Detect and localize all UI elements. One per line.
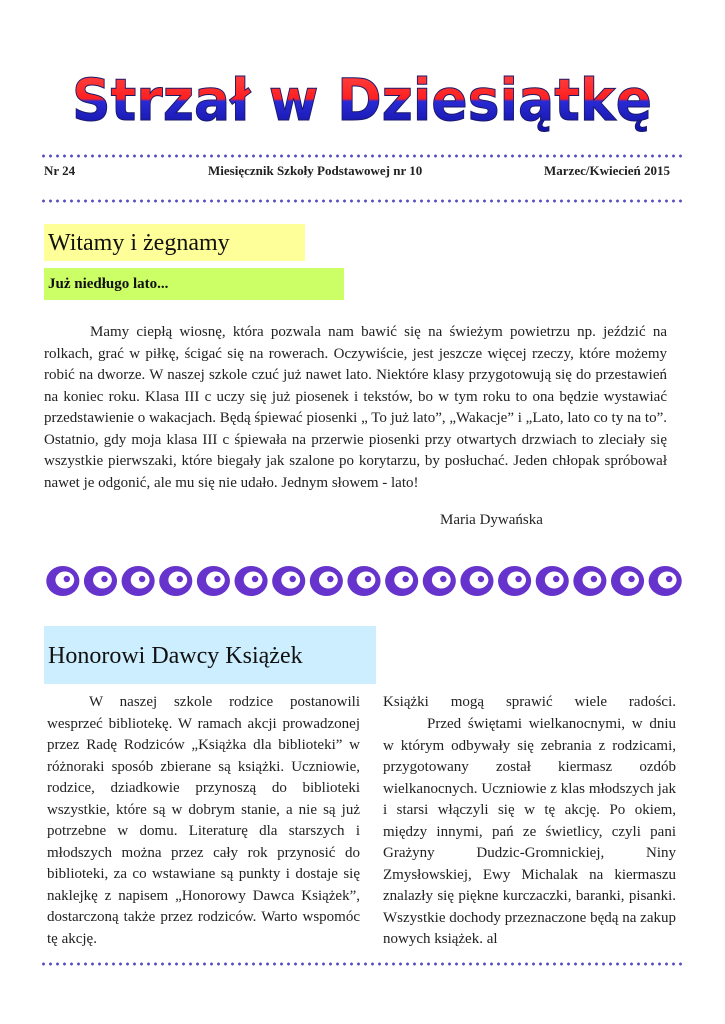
dotted-divider-top [40,154,683,158]
issue-number: Nr 24 [44,163,76,178]
masthead-title: Strzał w Dziesiątkę [72,66,652,134]
article-lato-body: Mamy ciepłą wiosnę, która pozwala nam bawić się na świeżym powietrzu np. jeździć na rolkach, grać w piłkę, ścigać się na rowerach. Oczywiście, jest jeszcze więcej rzeczy, które możemy robić na dworze. W naszej szkole czuć już nawet lato. Niektóre klasy przygotowują się do przestawień na koniec roku. Klasa III c uczy się już piosenek i tekstów, bo w tym roku to ona będzie wystawiać przedstawienie o wakacjach. Będą śpiewać piosenki „ To już lato”, „Wakacje” i „Lato, lato co ty na to”. Ostatnio, gdy moja klasa III c śpiewała na przerwie piosenki przy otwartych drzwiach to zleciały się wszystkie pierwszaki, które biegały jak szalone po korytarzu, by posłuchać. Jeden chłopak spróbował nawet je odgonić, ale mu się nie udało. Jednym słowem - lato! [44,324,667,491]
swirl-ornament [385,566,418,596]
swirl-ornament [498,566,531,596]
swirl-ornament [310,566,343,596]
issue-date: Marzec/Kwiecień 2015 [544,163,670,178]
masthead-title-art [0,60,725,140]
article-dawcy-column-2-opening: Książki mogą sprawić wiele radości. [383,694,676,710]
swirl-ornament [122,566,155,596]
masthead [0,60,725,140]
article-dawcy-column-2-body: Przed świętami wielkanocnymi, w dniu w którym odbywały się zebrania z rodzicami, przygotowany został kiermasz ozdób wielkanocnych. Uczniowie z klas młodszych jak i starsi włączyli się w tę akcję. Po okiem, między innymi, pań ze świetlicy, czyli pani Grażyny Dudzic-Gromnickiej, Niny Zmysłowskiej, Ewy Michalak na kiermaszu znalazły się piękne kurczaczki, baranki, pisanki. Wszystkie dochody przeznaczone będą na zakup nowych książek. al [383,716,676,947]
swirl-ornament [649,566,682,596]
swirl-ornament [234,566,267,596]
section-title-dawcy: Honorowi Dawcy Książek [44,626,376,684]
article-dawcy-column-1: W naszej szkole rodzice postanowili wesprzeć bibliotekę. W ramach akcji prowadzonej przez Radę Rodziców „Książka dla biblioteki” w różnoraki sposób zbierane są książki. Uczniowie, rodzice, dziadkowie przynoszą do biblioteki wszystkie, które są w dobrym stanie, a nie są już potrzebne w domu. Literaturę dla starszych i młodszych można przez cały rok przynosić do biblioteki, za co wstawiane są punkty i dostaje się naklejkę z napisem „Honorowy Dawca Książek”, dostarczoną także przez rodziców. Warto wspomóc tę akcję. [47,694,360,947]
swirl-ornament [460,566,493,596]
article-lato-author: Maria Dywańska [440,512,543,528]
swirl-ornament [84,566,117,596]
swirl-ornament [159,566,192,596]
dotted-divider-bottom [40,962,683,966]
dotted-divider-info [40,199,683,203]
swirl-ornament [46,566,79,596]
swirl-ornament [423,566,456,596]
swirl-ornament [272,566,305,596]
swirl-ornament [536,566,569,596]
ornamental-divider [44,563,684,599]
swirl-ornament [611,566,644,596]
swirl-ornament [573,566,606,596]
section-subtitle-lato: Już niedługo lato... [44,268,344,300]
section-title-witamy: Witamy i żegnamy [44,224,305,261]
publication-name: Miesięcznik Szkoły Podstawowej nr 10 [208,163,423,178]
swirl-ornament [197,566,230,596]
swirl-ornament [347,566,380,596]
